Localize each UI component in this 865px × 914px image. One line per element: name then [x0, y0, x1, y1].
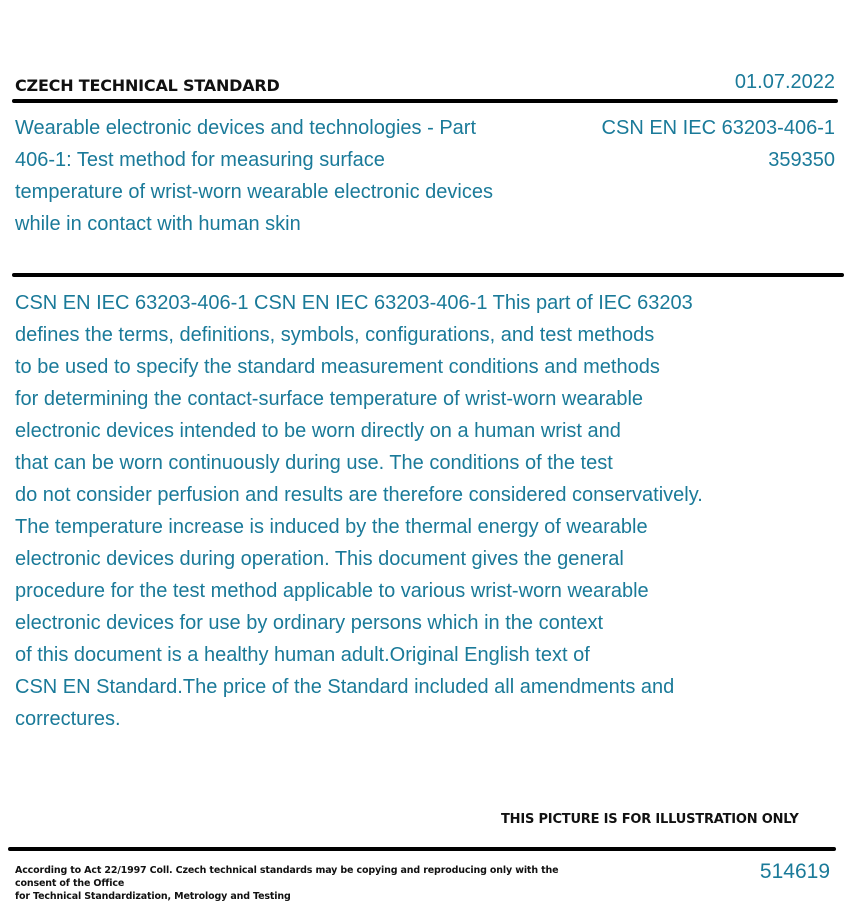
standard-title: Wearable electronic devices and technologies - Part 406-1: Test method for measuring surface temperature of wrist-worn wearable electronic devices while in contact with human skin	[15, 117, 493, 235]
document-id: 514619	[759, 860, 830, 883]
header-title: CZECH TECHNICAL STANDARD	[15, 76, 280, 95]
illustration-note: THIS PICTURE IS FOR ILLUSTRATION ONLY	[501, 812, 799, 827]
standard-description: CSN EN IEC 63203-406-1 CSN EN IEC 63203-406-1 This part of IEC 63203 defines the terms, definitions, symbols, configurations, and test methods to be used to specify the standard measurement conditions and methods for determining the contact-surface temperature of wrist-worn wearable electronic devices intended to be worn directly on a human wrist and that can be worn continuously during use. The conditions of the test do not consider perfusion and results are therefore considered conservatively. The temperature increase is induced by the thermal energy of wearable electronic devices during operation. This document gives the general procedure for the test method applicable to various wrist-worn wearable electronic devices for use by ordinary persons which in the context of this document is a healthy human adult.Original English text of CSN EN Standard.The price of the Standard included all amendments and correctures.	[15, 292, 703, 730]
standard-code: CSN EN IEC 63203-406-1	[601, 117, 835, 139]
legal-note: According to Act 22/1997 Coll. Czech technical standards may be copying and reproducing only with the consent of the Office for Technical Standardization, Metrology and Testing	[15, 865, 559, 902]
publication-date: 01.07.2022	[734, 71, 835, 93]
section-divider	[12, 273, 844, 277]
standard-class-number: 359350	[768, 149, 835, 171]
footer-divider	[8, 847, 836, 851]
standard-identifiers	[602, 112, 835, 176]
header-divider	[12, 99, 838, 103]
